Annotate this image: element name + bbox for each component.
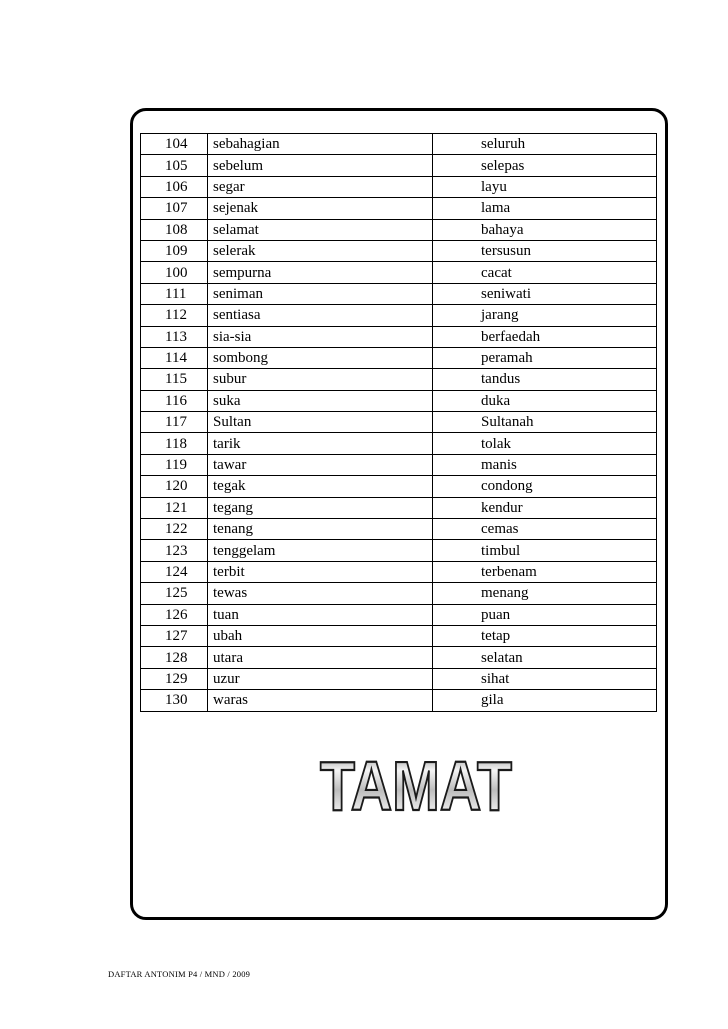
page-footer: DAFTAR ANTONIM P4 / MND / 2009 <box>108 969 251 979</box>
row-number: 111 <box>141 283 208 304</box>
row-word: sentiasa <box>208 305 433 326</box>
row-word: seniman <box>208 283 433 304</box>
table-row <box>141 305 657 326</box>
row-number: 119 <box>141 454 208 475</box>
table-row <box>141 369 657 390</box>
row-word: waras <box>208 690 433 711</box>
row-antonym: manis <box>433 454 657 475</box>
row-number: 117 <box>141 412 208 433</box>
row-word: ubah <box>208 625 433 646</box>
table-row <box>141 219 657 240</box>
row-antonym: lama <box>433 198 657 219</box>
table-row <box>141 326 657 347</box>
table-row <box>141 625 657 646</box>
row-antonym: gila <box>433 690 657 711</box>
row-antonym: jarang <box>433 305 657 326</box>
row-number: 114 <box>141 347 208 368</box>
row-number: 109 <box>141 240 208 261</box>
row-word: sebelum <box>208 155 433 176</box>
row-word: selerak <box>208 240 433 261</box>
row-number: 127 <box>141 625 208 646</box>
end-title-graphic <box>316 746 516 825</box>
table-row <box>141 454 657 475</box>
row-antonym: seluruh <box>433 134 657 155</box>
row-number: 130 <box>141 690 208 711</box>
table-row <box>141 690 657 711</box>
table-row <box>141 604 657 625</box>
row-number: 115 <box>141 369 208 390</box>
table-row <box>141 497 657 518</box>
row-antonym: cacat <box>433 262 657 283</box>
row-word: suka <box>208 390 433 411</box>
row-word: segar <box>208 176 433 197</box>
row-number: 106 <box>141 176 208 197</box>
row-word: terbit <box>208 561 433 582</box>
row-word: sebahagian <box>208 134 433 155</box>
row-number: 105 <box>141 155 208 176</box>
table-row <box>141 433 657 454</box>
row-word: sejenak <box>208 198 433 219</box>
row-number: 125 <box>141 583 208 604</box>
row-word: sombong <box>208 347 433 368</box>
row-word: tewas <box>208 583 433 604</box>
row-number: 122 <box>141 519 208 540</box>
row-word: Sultan <box>208 412 433 433</box>
row-antonym: puan <box>433 604 657 625</box>
row-number: 108 <box>141 219 208 240</box>
row-number: 113 <box>141 326 208 347</box>
row-number: 123 <box>141 540 208 561</box>
row-word: utara <box>208 647 433 668</box>
table-row <box>141 583 657 604</box>
row-word: tegak <box>208 476 433 497</box>
table-row <box>141 347 657 368</box>
row-antonym: layu <box>433 176 657 197</box>
table-row <box>141 647 657 668</box>
row-number: 118 <box>141 433 208 454</box>
row-antonym: bahaya <box>433 219 657 240</box>
row-antonym: selepas <box>433 155 657 176</box>
row-word: tuan <box>208 604 433 625</box>
table-row <box>141 134 657 155</box>
row-antonym: tetap <box>433 625 657 646</box>
row-antonym: Sultanah <box>433 412 657 433</box>
row-number: 121 <box>141 497 208 518</box>
row-antonym: selatan <box>433 647 657 668</box>
row-antonym: timbul <box>433 540 657 561</box>
row-number: 124 <box>141 561 208 582</box>
table-row <box>141 412 657 433</box>
row-word: tawar <box>208 454 433 475</box>
row-antonym: peramah <box>433 347 657 368</box>
row-antonym: menang <box>433 583 657 604</box>
row-number: 116 <box>141 390 208 411</box>
row-antonym: condong <box>433 476 657 497</box>
row-number: 126 <box>141 604 208 625</box>
row-word: uzur <box>208 668 433 689</box>
table-row <box>141 668 657 689</box>
row-antonym: tersusun <box>433 240 657 261</box>
table-row <box>141 519 657 540</box>
row-number: 120 <box>141 476 208 497</box>
row-word: sempurna <box>208 262 433 283</box>
row-number: 107 <box>141 198 208 219</box>
end-title-text: TAMAT <box>320 747 512 825</box>
row-antonym: sihat <box>433 668 657 689</box>
row-word: tarik <box>208 433 433 454</box>
row-word: tenggelam <box>208 540 433 561</box>
row-number: 129 <box>141 668 208 689</box>
table-row <box>141 262 657 283</box>
row-antonym: cemas <box>433 519 657 540</box>
table-row <box>141 390 657 411</box>
row-antonym: duka <box>433 390 657 411</box>
row-antonym: kendur <box>433 497 657 518</box>
table-row <box>141 155 657 176</box>
row-antonym: terbenam <box>433 561 657 582</box>
row-word: tegang <box>208 497 433 518</box>
row-number: 100 <box>141 262 208 283</box>
table-row <box>141 561 657 582</box>
row-word: subur <box>208 369 433 390</box>
row-antonym: berfaedah <box>433 326 657 347</box>
table-row <box>141 198 657 219</box>
antonym-table-body <box>141 134 657 712</box>
row-word: sia-sia <box>208 326 433 347</box>
row-antonym: seniwati <box>433 283 657 304</box>
table-row <box>141 240 657 261</box>
antonym-table <box>140 133 657 712</box>
table-row <box>141 540 657 561</box>
table-row <box>141 476 657 497</box>
row-number: 104 <box>141 134 208 155</box>
row-antonym: tolak <box>433 433 657 454</box>
table-row <box>141 283 657 304</box>
row-word: tenang <box>208 519 433 540</box>
row-number: 128 <box>141 647 208 668</box>
row-antonym: tandus <box>433 369 657 390</box>
table-row <box>141 176 657 197</box>
row-word: selamat <box>208 219 433 240</box>
row-number: 112 <box>141 305 208 326</box>
